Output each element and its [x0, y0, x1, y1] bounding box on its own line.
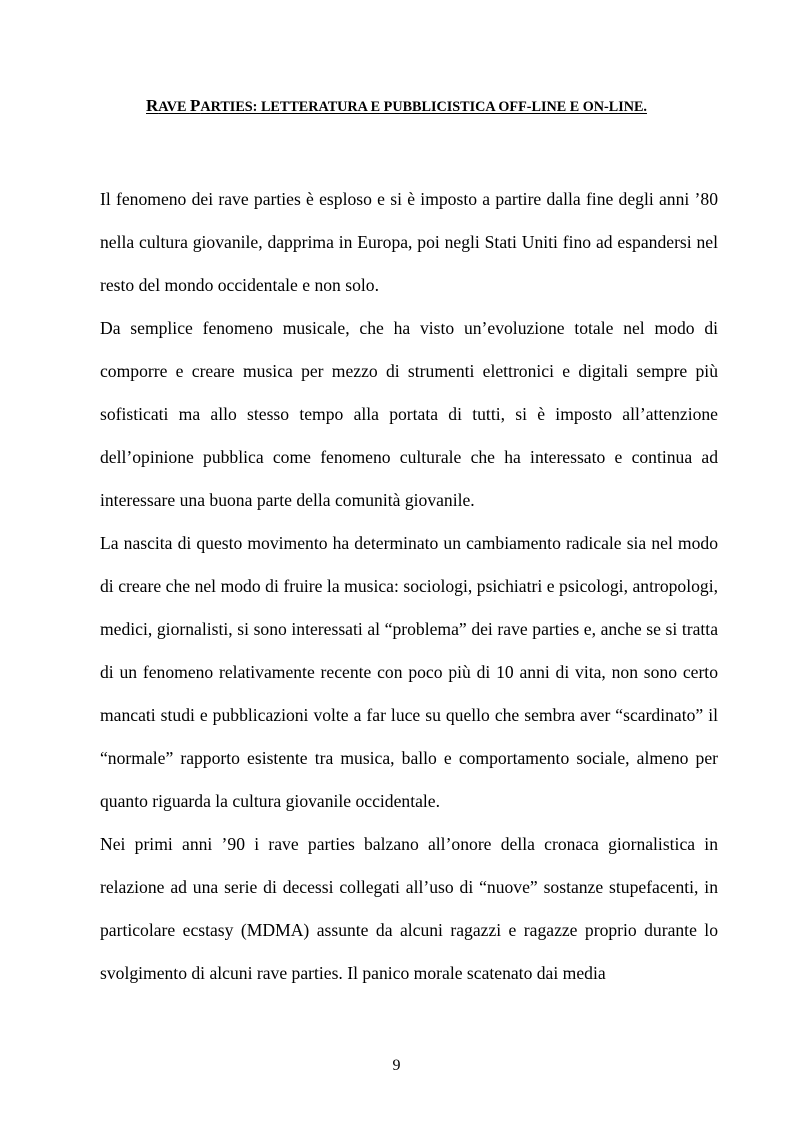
paragraph: Nei primi anni ’90 i rave parties balzano all’onore della cronaca giornalistica in relazione ad una serie di decessi collegati all’uso di “nuove” sostanze stupefacenti, in particolare ecstasy (MDMA) assunte da alcuni ragazzi e ragazze proprio durante lo svolgimento di alcuni rave parties. Il panico morale scatenato dai media — [100, 834, 718, 983]
body-text — [100, 178, 718, 995]
title-initial-p: P — [189, 96, 201, 115]
title-rest: ARTIES: LETTERATURA E PUBBLICISTICA OFF-LINE E ON-LINE. — [200, 99, 647, 115]
section-title — [0, 97, 793, 116]
page-number: 9 — [392, 1057, 401, 1074]
paragraph: Il fenomeno dei rave parties è esploso e si è imposto a partire dalla fine degli anni ’80 nella cultura giovanile, dapprima in Europa, poi negli Stati Uniti fino ad espandersi nel resto del mondo occidentale e non solo. — [100, 189, 718, 295]
paragraph: Da semplice fenomeno musicale, che ha visto un’evoluzione totale nel modo di comporre e creare musica per mezzo di strumenti elettronici e digitali sempre più sofisticati ma allo stesso tempo alla portata di tutti, si è imposto all’attenzione dell’opinione pubblica come fenomeno culturale che ha interessato e continua ad interessare una buona parte della comunità giovanile. — [100, 318, 718, 510]
title-word-rave: AVE — [158, 99, 190, 115]
title-initial-r: R — [146, 96, 159, 115]
paragraph: La nascita di questo movimento ha determinato un cambiamento radicale sia nel modo di creare che nel modo di fruire la musica: sociologi, psichiatri e psicologi, antropologi, medici, giornalisti, si sono interessati al “problema” dei rave parties e, anche se si tratta di un fenomeno relativamente recente con poco più di 10 anni di vita, non sono certo mancati studi e pubblicazioni volte a far luce su quello che sembra aver “scardinato” il “normale” rapporto esistente tra musica, ballo e comportamento sociale, almeno per quanto riguarda la cultura giovanile occidentale. — [100, 533, 718, 811]
